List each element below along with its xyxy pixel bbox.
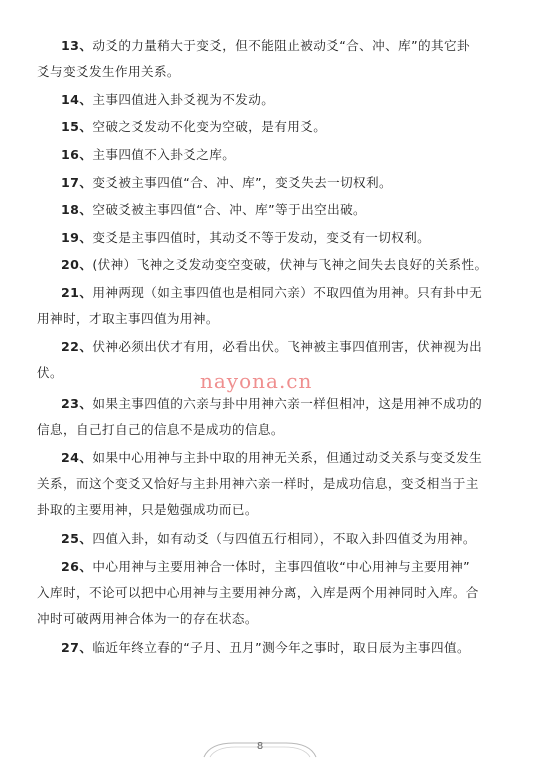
list-item [37,445,493,523]
item-number: 16、 [61,147,93,162]
item-number: 25、 [61,531,93,546]
item-text: 用神时，才取主事四值为用神。 [37,311,219,326]
item-number: 21、 [61,285,93,300]
item-text: 关系，而这个变爻又恰好与主卦用神六亲一样时，是成功信息，变爻相当于主 [37,476,479,491]
item-text: 如果中心用神与主卦中取的用神无关系，但通过动爻关系与变爻发生 [92,450,483,465]
item-text: 用神两现（如主事四值也是相同六亲）不取四值为用神。只有卦中无 [92,285,483,300]
item-text: 临近年终立春的“子月、丑月”测今年之事时，取日辰为主事四值。 [92,640,471,655]
item-text: 主事四值不入卦爻之库。 [92,147,236,162]
item-number: 18、 [61,202,93,217]
list-item [37,114,493,140]
item-number: 15、 [61,119,93,134]
list-item [37,170,493,196]
item-number: 23、 [61,396,93,411]
item-text: 变爻被主事四值“合、冲、库”，变爻失去一切权利。 [92,175,393,190]
item-text: 卦取的主要用神，只是勉强成功而已。 [37,502,258,517]
list-item [37,554,493,632]
item-text: 空破之爻发动不化变为空破，是有用爻。 [92,119,327,134]
item-number: 27、 [61,640,93,655]
item-number: 26、 [61,559,93,574]
list-item [37,635,493,661]
item-text: 中心用神与主要用神合一体时，主事四值收“中心用神与主要用神” [92,559,471,574]
item-text: 变爻是主事四值时，其动爻不等于发动，变爻有一切权利。 [92,230,431,245]
item-text: 如果主事四值的六亲与卦中用神六亲一样但相冲，这是用神不成功的 [92,396,483,411]
list-item [37,391,493,443]
item-number: 24、 [61,450,93,465]
item-number: 14、 [61,92,93,107]
list-item [37,526,493,552]
item-text: 伏。 [37,365,63,380]
watermark: nayona.cn [200,369,313,393]
item-text: (伏神）飞神之爻发动变空变破，伏神与飞神之间失去良好的关系性。 [92,257,488,272]
list-item [37,87,493,113]
item-number: 22、 [61,339,93,354]
list-item [37,280,493,332]
list-item [37,33,493,85]
item-text: 冲时可破两用神合体为一的存在状态。 [37,611,258,626]
item-text: 动爻的力量稍大于变爻，但不能阻止被动爻“合、冲、库”的其它卦 [92,38,471,53]
item-text: 主事四值进入卦爻视为不发动。 [92,92,275,107]
list-item [37,197,493,223]
item-text: 空破爻被主事四值“合、冲、库”等于出空出破。 [92,202,367,217]
item-text: 伏神必须出伏才有用，必看出伏。飞神被主事四值刑害，伏神视为出 [92,339,483,354]
list-item [37,142,493,168]
page-footer [200,737,320,759]
item-number: 20、 [61,257,93,272]
page-number: 8 [256,741,264,752]
list-item [37,225,493,251]
item-text: 爻与变爻发生作用关系。 [37,64,180,79]
item-number: 13、 [61,38,93,53]
list-item [37,252,493,278]
item-text: 四值入卦，如有动爻（与四值五行相同），不取入卦四值爻为用神。 [92,531,476,546]
item-text: 信息，自己打自己的信息不是成功的信息。 [37,422,284,437]
item-number: 17、 [61,175,93,190]
item-number: 19、 [61,230,93,245]
item-text: 入库时，不论可以把中心用神与主要用神分离，入库是两个用神同时入库。合 [37,585,479,600]
